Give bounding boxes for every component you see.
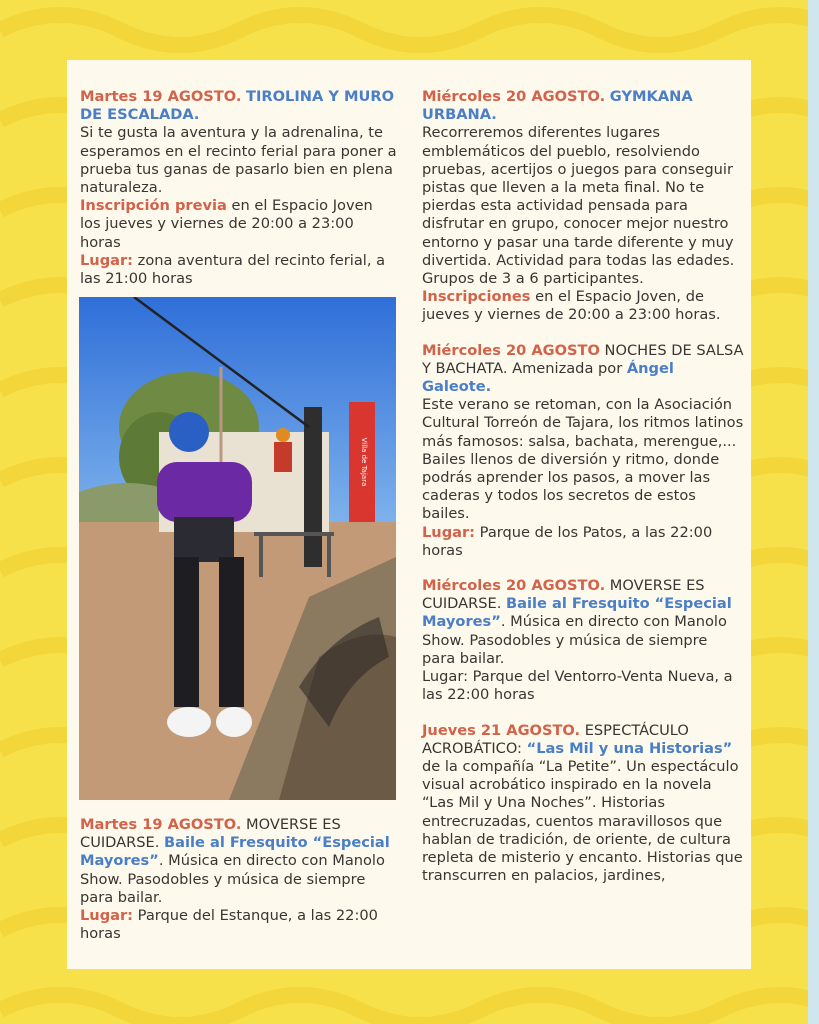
place-label: Lugar: bbox=[80, 251, 134, 269]
event-description: Recorreremos diferentes lugares emblemáticos del pueblo, resolviendo pruebas, acertijos o juegos para conseguir pistas que lleven a la meta final. No te pierdas esta actividad pensada para disfrutar en grupo, conocer mejor nuestro entorno y pasar una tarde diferente y muy divertida. Actividad para todas las edades. Grupos de 3 a 6 participantes. bbox=[422, 124, 735, 288]
registration-label: Inscripciones bbox=[422, 288, 531, 306]
event-baile-20 bbox=[422, 577, 744, 704]
place-text: zona aventura del recinto ferial, a las 21:00 horas bbox=[80, 251, 386, 288]
registration-text: en el Espacio Joven los jueves y viernes de 20:00 a 23:00 horas bbox=[80, 197, 373, 251]
left-column bbox=[80, 88, 398, 305]
registration-label: Inscripción previa bbox=[80, 197, 227, 215]
place-text: Parque de los Patos, a las 22:00 horas bbox=[422, 523, 713, 559]
event-date: Martes 19 AGOSTO. bbox=[80, 816, 242, 833]
place-label: Lugar: bbox=[422, 523, 476, 541]
event-description: . Música en directo con Manolo Show. Pasodobles y música de siempre para bailar. bbox=[422, 613, 727, 667]
event-title: Ángel Galeote. bbox=[422, 359, 674, 396]
event-description: . Música en directo con Manolo Show. Pasodobles y música de siempre para bailar. bbox=[80, 852, 385, 906]
event-title: Baile al Fresquito “Especial Mayores” bbox=[422, 595, 732, 631]
event-title: Baile al Fresquito “Especial Mayores” bbox=[80, 834, 390, 870]
event-date: Martes 19 AGOSTO. bbox=[80, 88, 242, 105]
event-salsa bbox=[422, 342, 744, 560]
event-tirolina bbox=[80, 88, 398, 288]
event-date: Miércoles 20 AGOSTO. bbox=[422, 577, 606, 595]
event-pre: ESPECTÁCULO ACROBÁTICO: bbox=[422, 721, 689, 757]
event-date: Jueves 21 AGOSTO. bbox=[422, 721, 581, 739]
banner-text: Villa de Tajara bbox=[360, 437, 368, 487]
place-text: Parque del Estanque, a las 22:00 horas bbox=[80, 907, 378, 943]
event-date: Miércoles 20 AGOSTO. bbox=[422, 88, 606, 105]
event-title: TIROLINA Y MURO DE ESCALADA. bbox=[80, 88, 395, 124]
event-pre: NOCHES DE SALSA Y BACHATA. Amenizada por bbox=[422, 341, 744, 377]
right-edge-strip bbox=[808, 0, 819, 1024]
place-label: Lugar: bbox=[80, 907, 134, 925]
registration-text: en el Espacio Joven, de jueves y viernes de 20:00 a 23:00 horas. bbox=[422, 288, 721, 324]
place-text: Lugar: Parque del Ventorro-Venta Nueva, a las 22:00 horas bbox=[422, 668, 733, 704]
event-pre: MOVERSE ES CUIDARSE. bbox=[80, 816, 341, 852]
zipline-photo bbox=[79, 297, 396, 800]
event-date: Miércoles 20 AGOSTO bbox=[422, 341, 600, 359]
event-description: Este verano se retoman, con la Asociación Cultural Torreón de Tajara, los ritmos latinos más famosos: salsa, bachata, merengue,... Bailes llenos de diversión y ritmo, donde podrás aprender los pasos, a mover las caderas y todos los secretos de estos bailes. bbox=[422, 396, 744, 523]
event-pre: MOVERSE ES CUIDARSE. bbox=[422, 577, 705, 613]
event-gymkana bbox=[422, 88, 744, 325]
event-title: GYMKANA URBANA. bbox=[422, 88, 693, 124]
event-description: Si te gusta la aventura y la adrenalina, te esperamos en el recinto ferial para poner a prueba tus ganas de pasarlo bien en plena naturaleza. bbox=[80, 124, 397, 197]
event-title: “Las Mil y una Historias” bbox=[526, 739, 733, 757]
event-baile-19 bbox=[80, 816, 398, 943]
event-description: de la compañía “La Petite”. Un espectáculo visual acrobático inspirado en la novela “Las Mil y Una Noches”. Historias entrecruzadas, cuentos maravillosos que hablan de tradición, de oriente, de cultura repleta de misterio y encanto. Historias que transcurren en palacios, jardines, bbox=[422, 757, 743, 885]
event-acrobatico bbox=[422, 722, 744, 886]
left-column-bottom bbox=[80, 816, 398, 960]
right-column bbox=[422, 88, 744, 902]
